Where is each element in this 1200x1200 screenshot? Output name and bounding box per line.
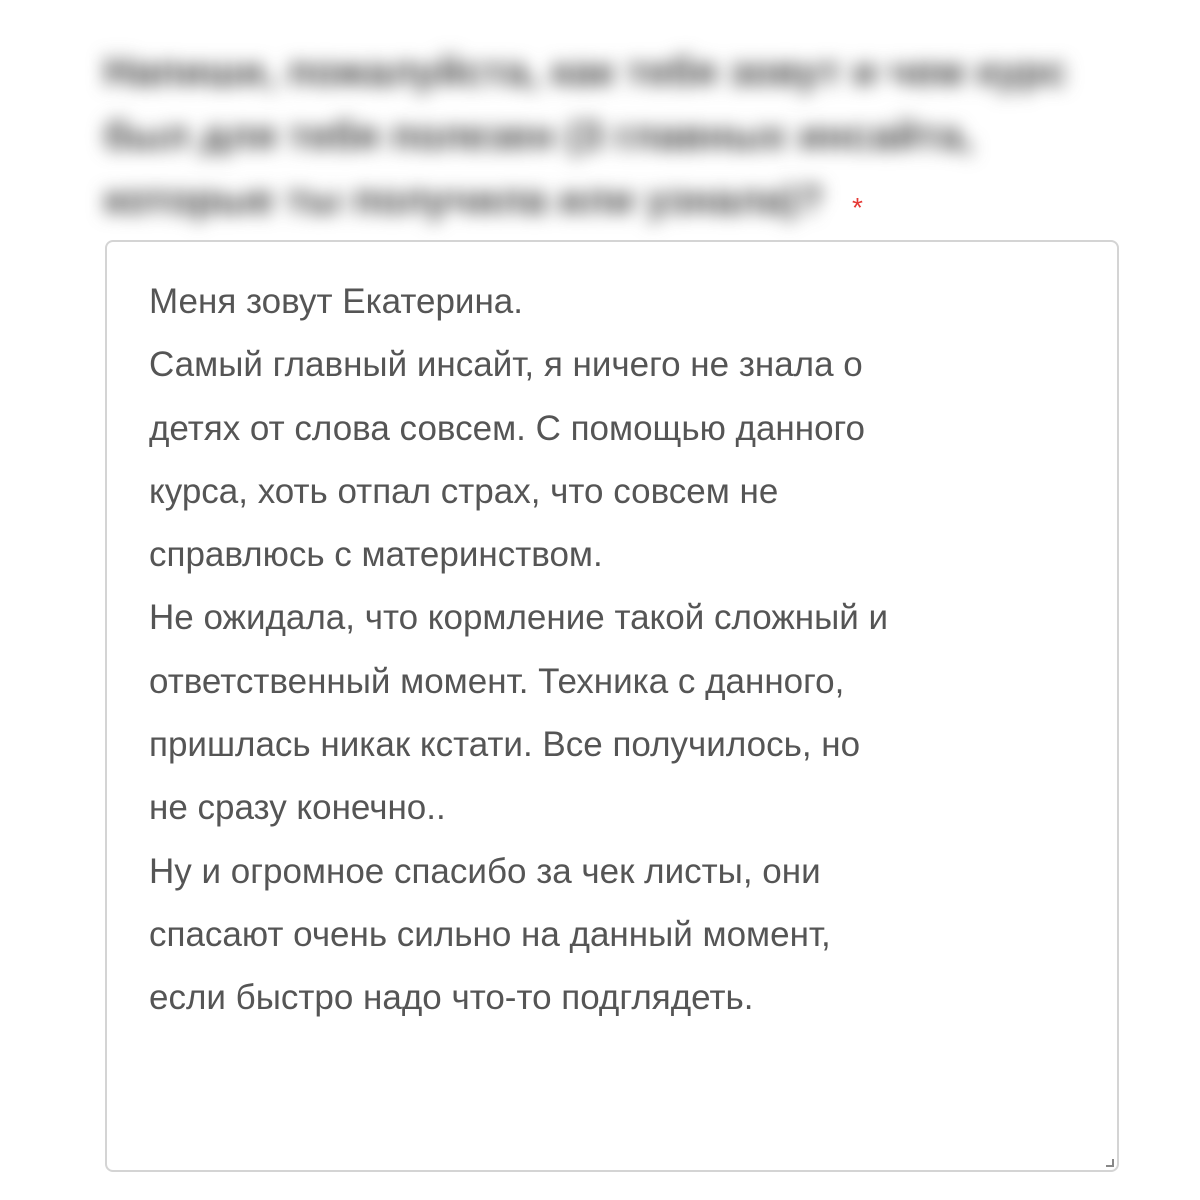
required-asterisk: * bbox=[852, 192, 863, 223]
question-line bbox=[104, 168, 1114, 232]
question-line-2: был для тебя полезен (3 главных инсайта, bbox=[104, 114, 974, 158]
question-line bbox=[104, 104, 1114, 168]
resize-handle-icon[interactable] bbox=[1106, 1159, 1114, 1167]
answer-text[interactable]: Меня зовут Екатерина. Самый главный инсайт, я ничего не знала о детях от слова совсем. С помощью данного курса, хоть отпал страх, что совсем не справлюсь с материнством. Не ожидала, что кормление такой сложный и ответственный момент. Техника с данного, пришлась никак кстати. Все получилось, но не сразу конечно.. Ну и огромное спасибо за чек листы, они спасают очень сильно на данный момент, если быстро надо что-то подглядеть. bbox=[149, 282, 889, 1018]
question-line-3: которые ты получила или узнала)? bbox=[104, 178, 824, 222]
question-label bbox=[104, 40, 1114, 232]
question-line bbox=[104, 40, 1114, 104]
question-line-1: Напиши, пожалуйста, как тебя зовут и чем курс bbox=[104, 50, 1068, 94]
answer-textarea[interactable] bbox=[105, 240, 1119, 1172]
